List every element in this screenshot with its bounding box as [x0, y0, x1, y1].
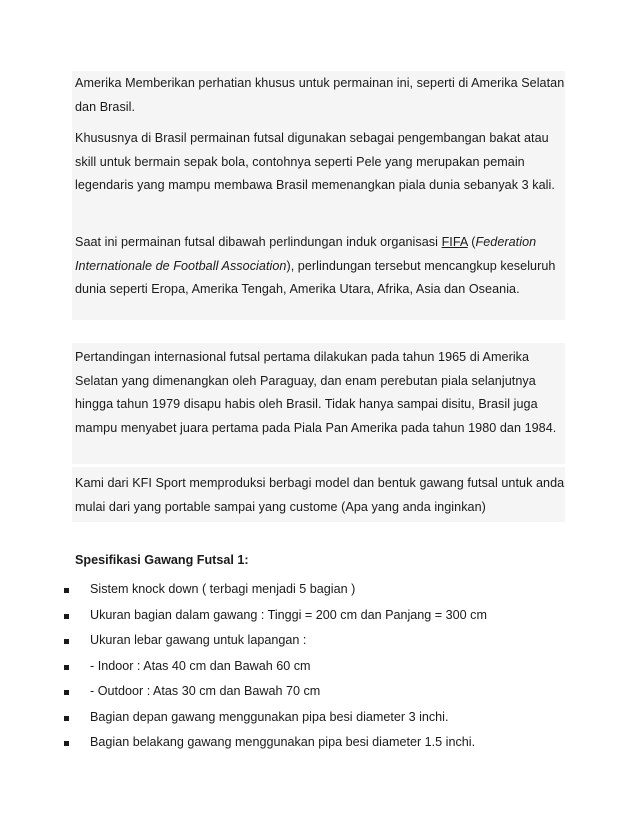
list-item: Sistem knock down ( terbagi menjadi 5 bagian )	[60, 577, 570, 603]
fifa-link[interactable]: FIFA	[441, 235, 468, 249]
paragraph-3-text-c: ), perlindungan tersebut mencangkup keseluruh dunia seperti Eropa, Amerika Tengah, Amerika Utara, Afrika, Asia dan Oseania.	[75, 258, 556, 296]
paragraph-3-text-b: (	[467, 235, 476, 249]
paragraph-4: Pertandingan internasional futsal pertama dilakukan pada tahun 1965 di Amerika Selatan yang dimenangkan oleh Paraguay, dan enam perebutan piala selanjutnya hingga tahun 1979 disapu habis oleh Brasil. Tidak hanya sampai disitu, Brasil juga mampu menyabet juara pertama pada Piala Pan Amerika pada tahun 1980 dan 1984.	[75, 350, 557, 435]
list-item: Bagian belakang gawang menggunakan pipa besi diameter 1.5 inchi.	[60, 730, 570, 756]
paragraph-2: Khususnya di Brasil permainan futsal digunakan sebagai pengembangan bakat atau skill untuk bermain sepak bola, contohnya seperti Pele yang merupakan pemain legendaris yang mampu membawa Brasil memenangkan piala dunia sebanyak 3 kali.	[75, 131, 555, 192]
paragraph-3-text-a: Saat ini permainan futsal dibawah perlindungan induk organisasi	[75, 235, 442, 249]
paragraph-3	[75, 231, 567, 302]
paragraph-5: Kami dari KFI Sport memproduksi berbagi model dan bentuk gawang futsal untuk anda mulai dari yang portable sampai yang custome (Apa yang anda inginkan)	[75, 476, 565, 514]
fifa-full-name: Federation Internationale de Football Association	[75, 235, 537, 273]
specs-heading: Spesifikasi Gawang Futsal 1:	[75, 553, 249, 567]
list-item: Bagian depan gawang menggunakan pipa besi diameter 3 inchi.	[60, 705, 570, 731]
specs-list	[60, 577, 570, 756]
list-item: - Indoor : Atas 40 cm dan Bawah 60 cm	[60, 654, 570, 680]
list-item: Ukuran lebar gawang untuk lapangan :	[60, 628, 570, 654]
list-item: - Outdoor : Atas 30 cm dan Bawah 70 cm	[60, 679, 570, 705]
list-item: Ukuran bagian dalam gawang : Tinggi = 200 cm dan Panjang = 300 cm	[60, 603, 570, 629]
paragraph-1: Amerika Memberikan perhatian khusus untuk permainan ini, seperti di Amerika Selatan dan Brasil.	[75, 76, 565, 114]
